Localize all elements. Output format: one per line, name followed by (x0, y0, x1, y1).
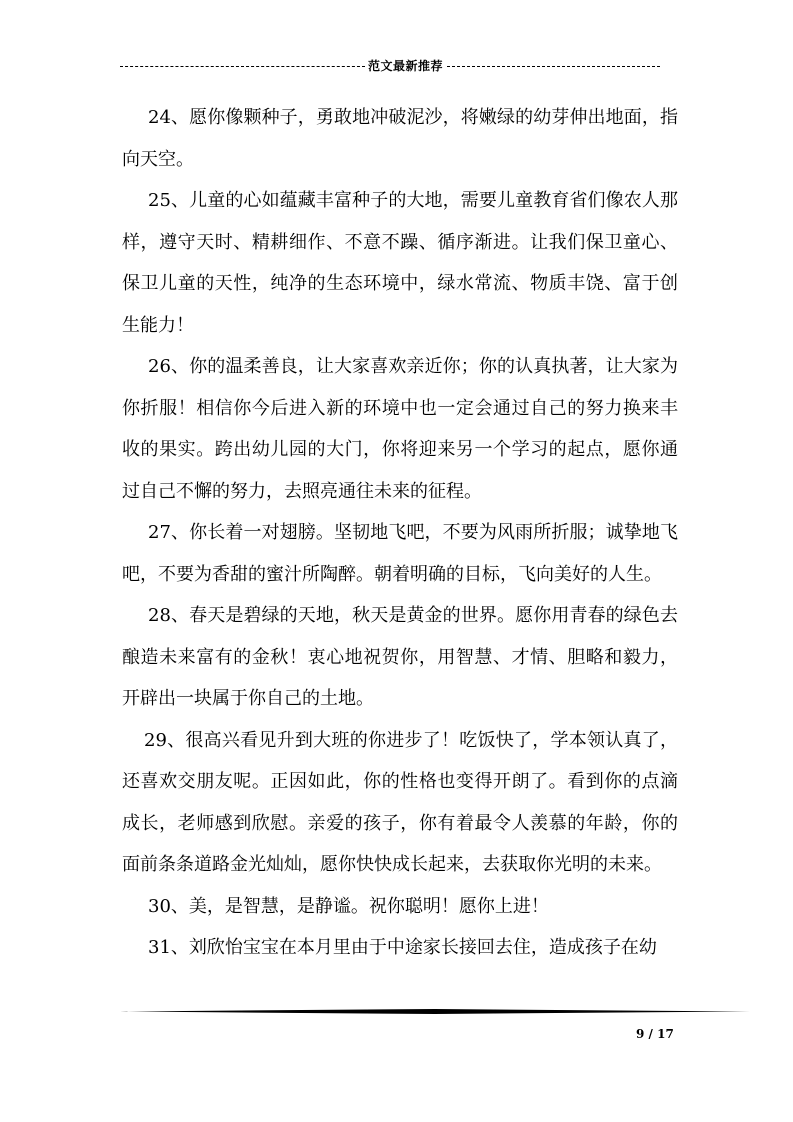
paragraph-26: 26、你的温柔善良，让大家喜欢亲近你；你的认真执著，让大家为你折服！相信你今后进入新的环境中也一定会通过自己的努力换来丰收的果实。跨出幼儿园的大门，你将迎来另一个学习的起点，愿你通过自己不懈的努力，去照亮通往未来的征程。 (122, 356, 678, 502)
footer-rule (120, 1009, 750, 1014)
header-dashed-line-left (120, 66, 365, 67)
page-number: 9 / 17 (636, 1027, 674, 1041)
document-body (122, 97, 678, 969)
paragraph-25: 25、儿童的心如蕴藏丰富种子的大地，需要儿童教育省们像农人那样，遵守天时、精耕细作、不意不躁、循序渐进。让我们保卫童心、保卫儿童的天性，纯净的生态环境中，绿水常流、物质丰饶、富于创生能力！ (122, 190, 678, 336)
page-header (120, 57, 660, 75)
paragraph-28: 28、春天是碧绿的天地，秋天是黄金的世界。愿你用青春的绿色去酿造未来富有的金秋！衷心地祝贺你，用智慧、才情、胆略和毅力，开辟出一块属于你自己的土地。 (122, 605, 678, 709)
paragraph-24: 24、愿你像颗种子，勇敢地冲破泥沙，将嫩绿的幼芽伸出地面，指向天空。 (122, 107, 678, 170)
paragraph-29: 29、很高兴看见升到大班的你进步了！吃饭快了，学本领认真了，还喜欢交朋友呢。正因如此，你的性格也变得开朗了。看到你的点滴成长，老师感到欣慰。亲爱的孩子，你有着最令人羡慕的年龄，你的面前条条道路金光灿灿，愿你快快成长起来，去获取你光明的未来。 (122, 729, 678, 875)
header-title: 范文最新推荐 (368, 59, 444, 73)
header-dashed-line-right (447, 66, 660, 67)
paragraph-30: 30、美，是智慧，是静谧。祝你聪明！愿你上进！ (148, 895, 549, 917)
paragraph-27: 27、你长着一对翅膀。坚韧地飞吧，不要为风雨所折服；诚挚地飞吧，不要为香甜的蜜汁所陶醉。朝着明确的目标，飞向美好的人生。 (122, 522, 678, 585)
paragraph-31: 31、刘欣怡宝宝在本月里由于中途家长接回去住，造成孩子在幼 (148, 937, 657, 958)
